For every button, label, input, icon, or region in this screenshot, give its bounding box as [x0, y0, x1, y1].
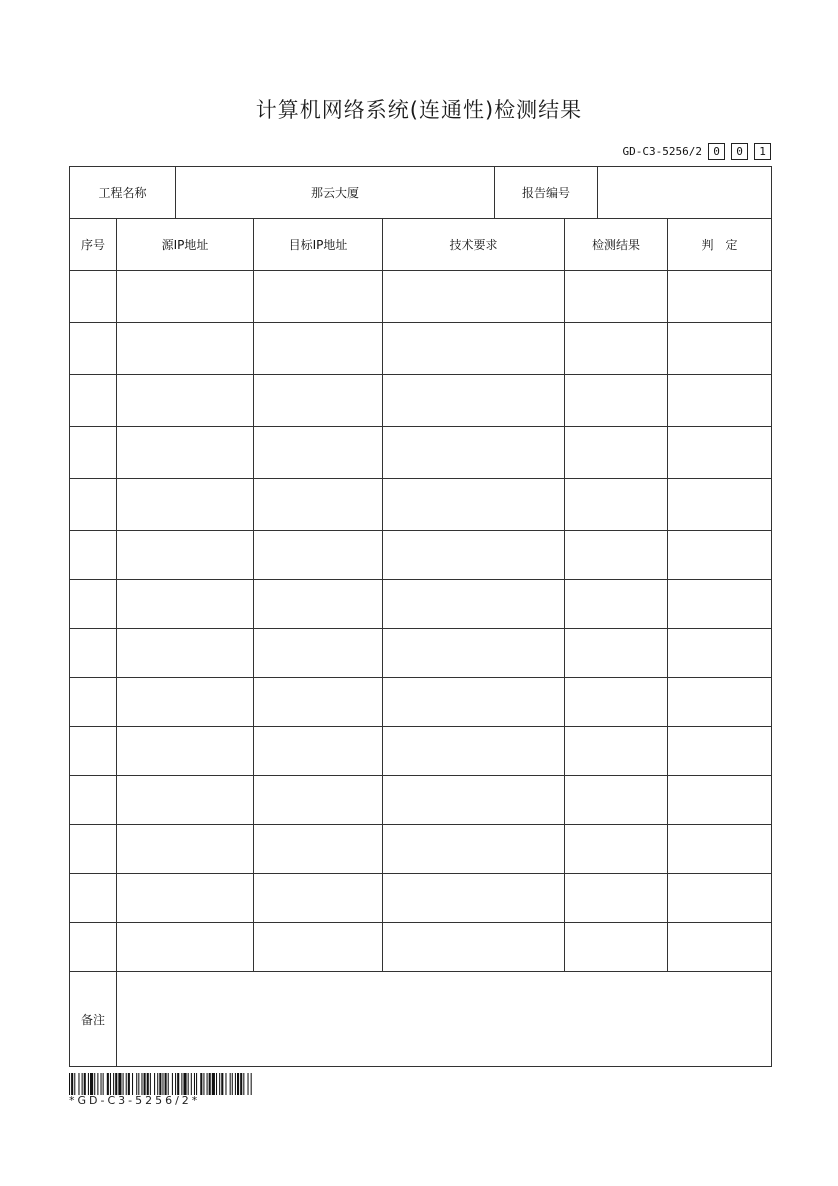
barcode-bar	[196, 1073, 197, 1095]
cell-result[interactable]	[565, 531, 668, 580]
cell-requirement[interactable]	[383, 323, 565, 375]
remarks-value[interactable]	[117, 972, 772, 1067]
barcode-bar	[154, 1073, 155, 1095]
form-code	[623, 141, 771, 161]
barcode-bar	[132, 1073, 133, 1095]
cell-requirement[interactable]	[383, 678, 565, 727]
table-row	[70, 580, 772, 629]
column-header-source-ip: 源IP地址	[117, 219, 254, 271]
table-row	[70, 874, 772, 923]
barcode-bar	[188, 1073, 189, 1095]
cell-target-ip[interactable]	[254, 923, 383, 972]
cell-index[interactable]	[70, 531, 117, 580]
barcode-bar	[168, 1073, 169, 1095]
barcode-bar	[237, 1073, 239, 1095]
cell-index[interactable]	[70, 375, 117, 427]
cell-source-ip[interactable]	[117, 678, 254, 727]
cell-source-ip[interactable]	[117, 323, 254, 375]
inspection-form-table	[69, 166, 772, 1067]
barcode-bar	[69, 1073, 70, 1095]
cell-judgement[interactable]	[668, 923, 772, 972]
table-row	[70, 375, 772, 427]
cell-judgement[interactable]	[668, 271, 772, 323]
cell-result[interactable]	[565, 629, 668, 678]
column-header-judgement: 判 定	[668, 219, 772, 271]
cell-judgement[interactable]	[668, 874, 772, 923]
cell-result[interactable]	[565, 375, 668, 427]
cell-requirement[interactable]	[383, 629, 565, 678]
cell-source-ip[interactable]	[117, 727, 254, 776]
cell-source-ip[interactable]	[117, 427, 254, 479]
data-rows	[70, 271, 772, 972]
table-row	[70, 727, 772, 776]
barcode-bar	[136, 1073, 137, 1095]
column-header-row	[70, 219, 772, 271]
barcode-bar	[103, 1073, 104, 1095]
cell-index[interactable]	[70, 678, 117, 727]
cell-requirement[interactable]	[383, 531, 565, 580]
cell-result[interactable]	[565, 678, 668, 727]
cell-target-ip[interactable]	[254, 629, 383, 678]
table-row	[70, 678, 772, 727]
cell-target-ip[interactable]	[254, 580, 383, 629]
cell-index[interactable]	[70, 580, 117, 629]
cell-target-ip[interactable]	[254, 427, 383, 479]
cell-source-ip[interactable]	[117, 874, 254, 923]
cell-source-ip[interactable]	[117, 825, 254, 874]
barcode-bar	[157, 1073, 158, 1095]
barcode-bar	[82, 1073, 83, 1095]
column-header-result: 检测结果	[565, 219, 668, 271]
cell-target-ip[interactable]	[254, 825, 383, 874]
barcode-bar	[243, 1073, 244, 1095]
page-title: 计算机网络系统(连通性)检测结果	[255, 98, 583, 122]
cell-target-ip[interactable]	[254, 678, 383, 727]
cell-index[interactable]	[70, 776, 117, 825]
barcode-bar	[162, 1073, 163, 1095]
barcode-bar	[115, 1073, 117, 1095]
barcode-bar	[248, 1073, 249, 1095]
column-header-requirement: 技术要求	[383, 219, 565, 271]
barcode-bar	[118, 1073, 121, 1095]
cell-judgement[interactable]	[668, 776, 772, 825]
table-row	[70, 479, 772, 531]
barcode-bar	[212, 1073, 215, 1095]
barcode-bar	[183, 1073, 186, 1095]
cell-requirement[interactable]	[383, 825, 565, 874]
cell-target-ip[interactable]	[254, 727, 383, 776]
barcode-bar	[159, 1073, 161, 1095]
cell-judgement[interactable]	[668, 727, 772, 776]
cell-source-ip[interactable]	[117, 629, 254, 678]
barcode-bar	[94, 1073, 95, 1095]
cell-requirement[interactable]	[383, 874, 565, 923]
barcode-bar	[141, 1073, 142, 1095]
barcode-bar	[194, 1073, 195, 1095]
cell-judgement[interactable]	[668, 580, 772, 629]
cell-judgement[interactable]	[668, 531, 772, 580]
barcode-bar	[101, 1073, 102, 1095]
cell-result[interactable]	[565, 776, 668, 825]
barcode-bar	[191, 1073, 192, 1095]
cell-result[interactable]	[565, 874, 668, 923]
barcode-bar	[225, 1073, 226, 1095]
table-row	[70, 629, 772, 678]
barcode-bar	[219, 1073, 220, 1095]
cell-index[interactable]	[70, 427, 117, 479]
barcode-bar	[138, 1073, 139, 1095]
cell-requirement[interactable]	[383, 923, 565, 972]
column-header-index: 序号	[70, 219, 117, 271]
form-code-digit: 0	[731, 143, 748, 160]
barcode-bar	[209, 1073, 211, 1095]
cell-source-ip[interactable]	[117, 479, 254, 531]
cell-index[interactable]	[70, 727, 117, 776]
form-code-digit: 0	[708, 143, 725, 160]
project-name-label: 工程名称	[70, 167, 176, 219]
barcode-bar	[232, 1073, 233, 1095]
barcode-bar	[128, 1073, 130, 1095]
table-row	[70, 271, 772, 323]
report-number-value[interactable]	[598, 167, 772, 219]
project-name-value[interactable]: 那云大厦	[176, 167, 495, 219]
project-info-row	[70, 167, 772, 219]
table-row	[70, 531, 772, 580]
cell-target-ip[interactable]	[254, 375, 383, 427]
cell-requirement[interactable]	[383, 727, 565, 776]
barcode-bar	[144, 1073, 146, 1095]
barcode-bar	[113, 1073, 114, 1095]
remarks-row	[70, 972, 772, 1067]
cell-index[interactable]	[70, 479, 117, 531]
cell-judgement[interactable]	[668, 629, 772, 678]
barcode-bar	[78, 1073, 79, 1095]
barcode-bar	[150, 1073, 151, 1095]
report-number-label: 报告编号	[495, 167, 598, 219]
cell-requirement[interactable]	[383, 375, 565, 427]
barcode	[69, 1073, 252, 1095]
cell-target-ip[interactable]	[254, 271, 383, 323]
cell-requirement[interactable]	[383, 776, 565, 825]
table-row	[70, 427, 772, 479]
barcode-bar	[200, 1073, 202, 1095]
cell-result[interactable]	[565, 479, 668, 531]
cell-index[interactable]	[70, 874, 117, 923]
cell-index[interactable]	[70, 923, 117, 972]
barcode-bar	[107, 1073, 109, 1095]
barcode-bar	[230, 1073, 231, 1095]
cell-result[interactable]	[565, 271, 668, 323]
barcode-bar	[147, 1073, 149, 1095]
cell-index[interactable]	[70, 323, 117, 375]
barcode-bar	[110, 1073, 111, 1095]
barcode-bar	[175, 1073, 176, 1095]
barcode-text: *GD-C3-5256/2*	[69, 1094, 201, 1107]
cell-judgement[interactable]	[668, 479, 772, 531]
barcode-bar	[251, 1073, 252, 1095]
cell-requirement[interactable]	[383, 580, 565, 629]
cell-judgement[interactable]	[668, 678, 772, 727]
cell-index[interactable]	[70, 271, 117, 323]
table-row	[70, 776, 772, 825]
table-row	[70, 323, 772, 375]
barcode-bar	[71, 1073, 73, 1095]
cell-result[interactable]	[565, 427, 668, 479]
cell-source-ip[interactable]	[117, 923, 254, 972]
cell-source-ip[interactable]	[117, 580, 254, 629]
cell-target-ip[interactable]	[254, 531, 383, 580]
form-code-digit: 1	[754, 143, 771, 160]
cell-source-ip[interactable]	[117, 271, 254, 323]
barcode-bar	[97, 1073, 98, 1095]
cell-index[interactable]	[70, 825, 117, 874]
cell-index[interactable]	[70, 629, 117, 678]
cell-target-ip[interactable]	[254, 874, 383, 923]
cell-judgement[interactable]	[668, 825, 772, 874]
cell-judgement[interactable]	[668, 323, 772, 375]
cell-result[interactable]	[565, 323, 668, 375]
cell-source-ip[interactable]	[117, 776, 254, 825]
cell-result[interactable]	[565, 580, 668, 629]
barcode-bar	[216, 1073, 217, 1095]
barcode-bar	[90, 1073, 93, 1095]
table-row	[70, 825, 772, 874]
cell-target-ip[interactable]	[254, 323, 383, 375]
cell-result[interactable]	[565, 825, 668, 874]
barcode-bar	[88, 1073, 89, 1095]
cell-result[interactable]	[565, 727, 668, 776]
cell-requirement[interactable]	[383, 479, 565, 531]
cell-source-ip[interactable]	[117, 375, 254, 427]
cell-judgement[interactable]	[668, 427, 772, 479]
barcode-bar	[207, 1073, 208, 1095]
table-row	[70, 923, 772, 972]
barcode-bar	[181, 1073, 182, 1095]
cell-requirement[interactable]	[383, 427, 565, 479]
barcode-bar	[221, 1073, 223, 1095]
cell-source-ip[interactable]	[117, 531, 254, 580]
barcode-bar	[177, 1073, 179, 1095]
cell-judgement[interactable]	[668, 375, 772, 427]
barcode-bar	[126, 1073, 127, 1095]
barcode-bar	[235, 1073, 236, 1095]
barcode-bar	[172, 1073, 173, 1095]
form-code-prefix: GD-C3-5256/2	[622, 144, 702, 158]
barcode-bar	[123, 1073, 124, 1095]
barcode-bar	[74, 1073, 75, 1095]
cell-target-ip[interactable]	[254, 479, 383, 531]
barcode-bar	[165, 1073, 167, 1095]
column-header-target-ip: 目标IP地址	[254, 219, 383, 271]
barcode-bar	[84, 1073, 86, 1095]
cell-target-ip[interactable]	[254, 776, 383, 825]
remarks-label: 备注	[70, 972, 117, 1067]
cell-result[interactable]	[565, 923, 668, 972]
cell-requirement[interactable]	[383, 271, 565, 323]
barcode-bar	[203, 1073, 204, 1095]
barcode-bar	[240, 1073, 242, 1095]
